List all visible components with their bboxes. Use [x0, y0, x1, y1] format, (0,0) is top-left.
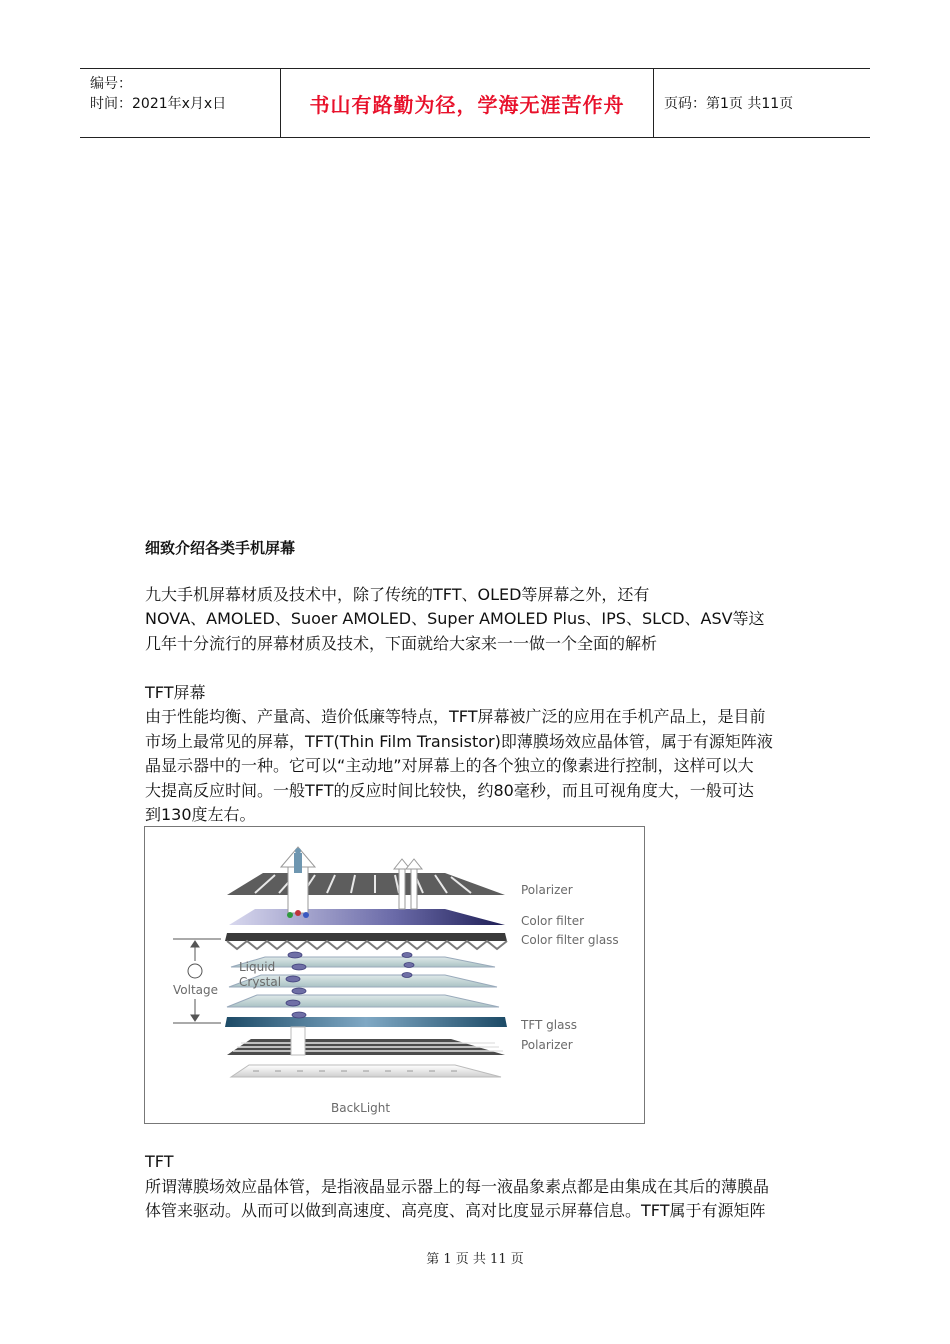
- color-filter-layer: [229, 909, 505, 925]
- label-color-filter-glass: Color filter glass: [521, 933, 619, 947]
- label-liquid: Liquid: [239, 960, 276, 974]
- document-number-label: 编号：: [90, 76, 132, 92]
- label-color-filter: Color filter: [521, 914, 585, 928]
- header-page-info: 页码：第1页 共11页: [664, 96, 794, 112]
- article-title: 细致介绍各类手机屏幕: [145, 539, 296, 557]
- intro-line-1: 九大手机屏幕材质及技术中，除了传统的TFT、OLED等屏幕之外，还有: [145, 585, 650, 604]
- color-filter-glass-layer: [225, 933, 507, 949]
- section2-line-2: 体管来驱动。从而可以做到高速度、高亮度、高对比度显示屏幕信息。TFT属于有源矩阵: [145, 1201, 766, 1220]
- document-date-label: 时间：2021年x月x日: [90, 96, 227, 112]
- header-slogan-cell: [281, 69, 654, 137]
- section1-line-1: 由于性能均衡、产量高、造价低廉等特点，TFT屏幕被广泛的应用在手机产品上，是目前: [145, 707, 766, 726]
- section1-line-5: 到130度左右。: [145, 805, 256, 824]
- header-page-cell: [654, 69, 870, 137]
- top-polarizer-layer: [227, 873, 505, 895]
- tft-layer-diagram: [145, 827, 644, 1123]
- label-tft-glass: TFT glass: [521, 1018, 577, 1032]
- intro-line-2: NOVA、AMOLED、Suoer AMOLED、Super AMOLED Plus、IPS、SLCD、ASV等这: [145, 609, 765, 628]
- section-heading-tft-screen: TFT屏幕: [145, 683, 206, 702]
- backlight-layer: [231, 1065, 501, 1077]
- tft-structure-figure: [144, 826, 645, 1124]
- label-polarizer-bottom: Polarizer: [521, 1038, 573, 1052]
- tft-glass-layer: [225, 1017, 507, 1027]
- section1-line-3: 晶显示器中的一种。它可以“主动地”对屏幕上的各个独立的像素进行控制，这样可以大: [145, 756, 754, 775]
- section2-line-1: 所谓薄膜场效应晶体管，是指液晶显示器上的每一液晶象素点都是由集成在其后的薄膜晶: [145, 1177, 770, 1196]
- header-meta-cell: [80, 69, 281, 137]
- label-crystal: Crystal: [239, 975, 282, 989]
- voltage-indicator: [173, 939, 221, 1023]
- intro-line-3: 几年十分流行的屏幕材质及技术，下面就给大家来一一做一个全面的解析: [145, 634, 658, 653]
- bottom-polarizer-layer: [227, 1039, 505, 1055]
- section1-line-2: 市场上最常见的屏幕，TFT(Thin Film Transistor)即薄膜场效应晶体管，属于有源矩阵液: [145, 732, 773, 751]
- section-heading-tft: TFT: [145, 1152, 174, 1171]
- header-slogan: 书山有路勤为径，学海无涯苦作舟: [309, 92, 625, 117]
- section1-line-4: 大提高反应时间。一般TFT的反应时间比较快，约80毫秒，而且可视角度大，一般可达: [145, 781, 754, 800]
- page-footer: 第 1 页 共 11 页: [426, 1252, 524, 1267]
- label-polarizer-top: Polarizer: [521, 883, 573, 897]
- document-header: [80, 68, 870, 138]
- label-backlight: BackLight: [331, 1101, 391, 1115]
- label-voltage: Voltage: [173, 983, 219, 997]
